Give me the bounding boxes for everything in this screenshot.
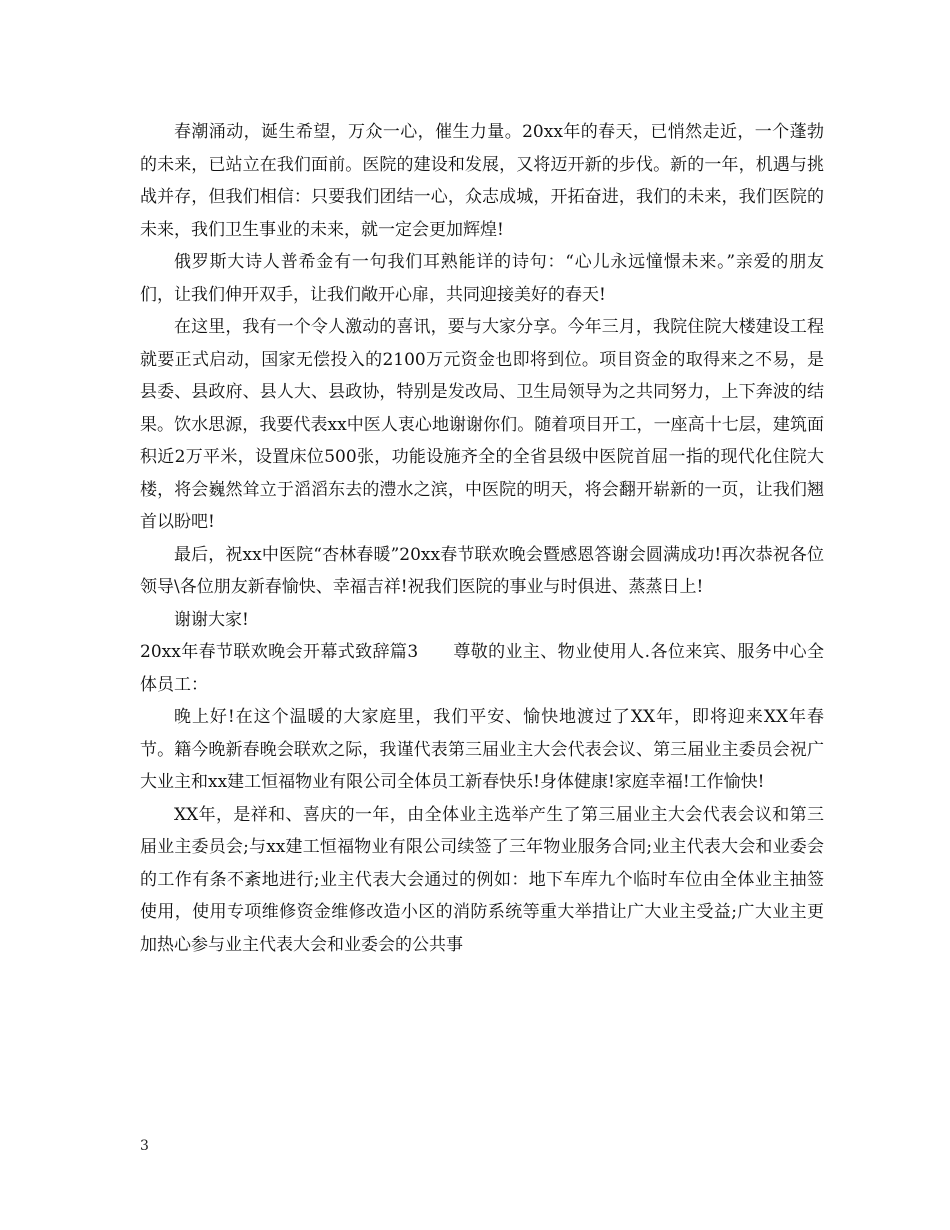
paragraph-pushkin-quote: 俄罗斯大诗人普希金有一句我们耳熟能详的诗句：“心儿永远憧憬未来。”亲爱的朋友们，让我们伸开双手，让我们敞开心扉，共同迎接美好的春天! [140, 252, 824, 305]
page-number: 3 [140, 1138, 149, 1154]
paragraph-evening-greeting: 晚上好!在这个温暖的大家庭里，我们平安、愉快地渡过了XX年，即将迎来XX年春节。籍今晚新春晚会联欢之际，我谨代表第三届业主大会代表会议、第三届业主委员会祝广大业主和xx建工恒福物业有限公司全体员工新春快乐!身体健康!家庭幸福!工作愉快! [140, 707, 824, 792]
paragraph-hospital-project: 在这里，我有一个令人激动的喜讯，要与大家分享。今年三月，我院住院大楼建设工程就要正式启动，国家无偿投入的2100万元资金也即将到位。项目资金的取得来之不易，是县委、县政府、县人大、县政协，特别是发改局、卫生局领导为之共同努力，上下奔波的结果。饮水思源，我要代表xx中医人衷心地谢谢你们。随着项目开工，一座高十七层，建筑面积近2万平米，设置床位500张，功能设施齐全的全省县级中医院首屈一指的现代化住院大楼，将会巍然耸立于滔滔东去的澧水之滨，中医院的明天，将会翻开崭新的一页，让我们翘首以盼吧! [140, 317, 824, 532]
section-heading-speech-3: 20xx年春节联欢晚会开幕式致辞篇3 尊敬的业主、物业使用人.各位来宾、服务中心全体员工： [140, 642, 824, 695]
paragraph-spring-greeting: 春潮涌动，诞生希望，万众一心，催生力量。20xx年的春天，已悄然走近，一个蓬勃的未来，已站立在我们面前。医院的建设和发展，又将迈开新的步伐。新的一年，机遇与挑战并存，但我们相信：只要我们团结一心，众志成城，开拓奋进，我们的未来，我们医院的未来，我们卫生事业的未来，就一定会更加辉煌! [140, 122, 824, 240]
paragraph-year-review: XX年，是祥和、喜庆的一年，由全体业主选举产生了第三届业主大会代表会议和第三届业主委员会;与xx建工恒福物业有限公司续签了三年物业服务合同;业主代表大会和业委会的工作有条不紊地进行;业主代表大会通过的例如：地下车库九个临时车位由全体业主抽签使用，使用专项维修资金维修改造小区的消防系统等重大举措让广大业主受益;广大业主更加热心参与业主代表大会和业委会的公共事 [140, 804, 824, 955]
document-body [140, 116, 824, 961]
paragraph-thanks: 谢谢大家! [174, 609, 249, 630]
paragraph-closing-wishes: 最后，祝xx中医院“杏林春暖”20xx春节联欢晚会暨感恩答谢会圆满成功!再次恭祝各位领导\各位朋友新春愉快、幸福吉祥!祝我们医院的事业与时俱进、蒸蒸日上! [140, 544, 824, 597]
